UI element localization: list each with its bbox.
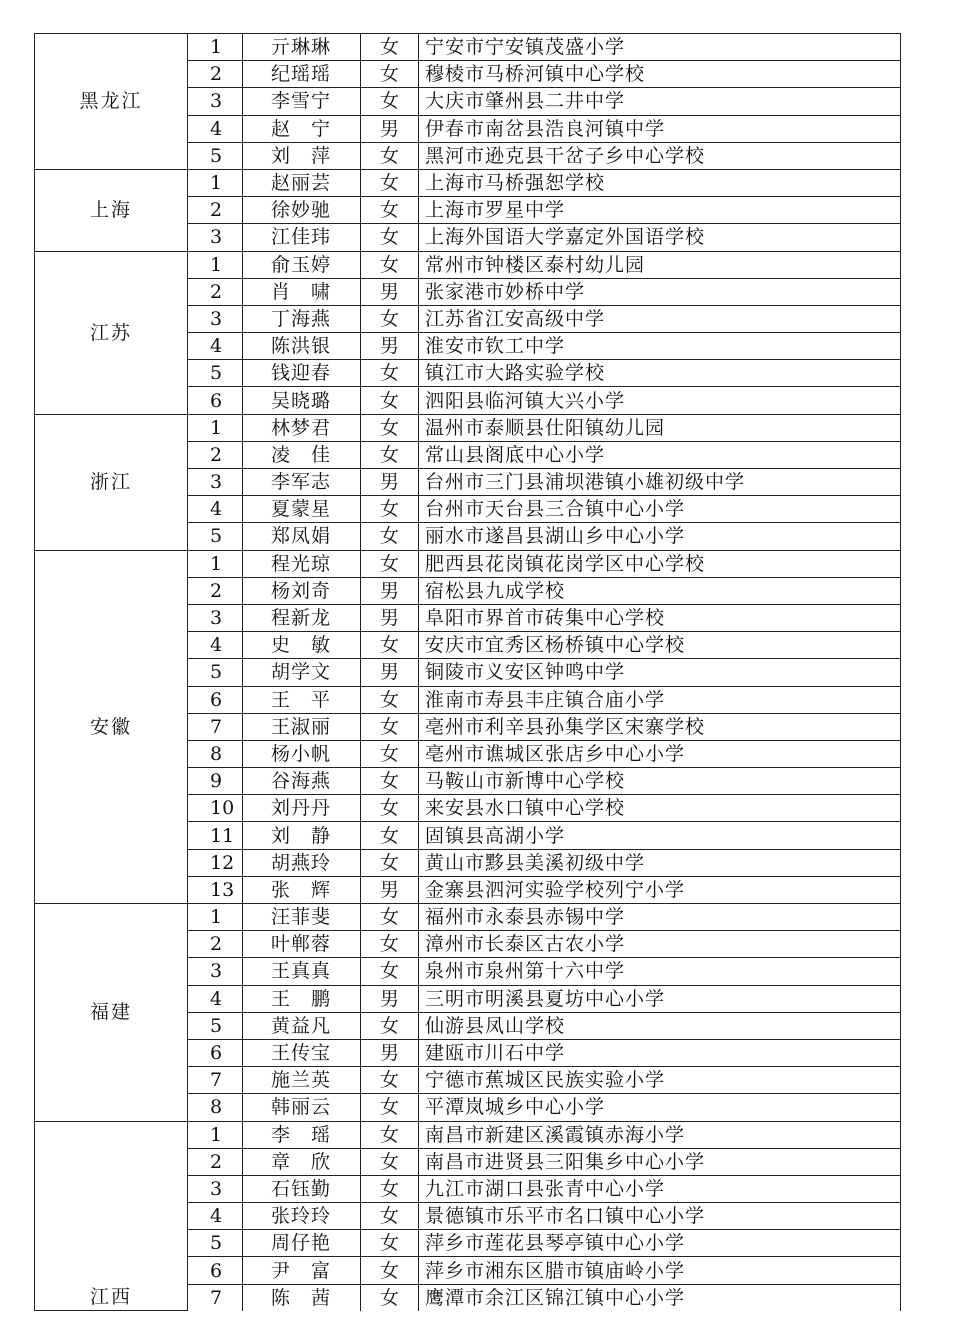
gender-cell: 男 — [361, 876, 419, 903]
gender-cell: 女 — [361, 795, 419, 822]
province-cell: 安徽 — [35, 550, 188, 903]
row-number-cell: 2 — [188, 278, 243, 305]
gender-cell: 男 — [361, 659, 419, 686]
row-number-cell: 5 — [188, 659, 243, 686]
name-cell: 叶郸蓉 — [243, 931, 361, 958]
school-cell: 福州市永泰县赤锡中学 — [419, 904, 901, 931]
name-cell: 江佳玮 — [243, 224, 361, 251]
name-cell: 陈洪银 — [243, 333, 361, 360]
row-number-cell: 1 — [188, 251, 243, 278]
row-number-cell: 1 — [188, 1121, 243, 1148]
row-number-cell: 1 — [188, 34, 243, 61]
row-number-cell: 8 — [188, 740, 243, 767]
gender-cell: 男 — [361, 115, 419, 142]
school-cell: 金寨县泗河实验学校列宁小学 — [419, 876, 901, 903]
row-number-cell: 1 — [188, 904, 243, 931]
row-number-cell: 4 — [188, 985, 243, 1012]
row-number-cell: 1 — [188, 169, 243, 196]
gender-cell: 女 — [361, 142, 419, 169]
school-cell: 黑河市逊克县干岔子乡中心学校 — [419, 142, 901, 169]
gender-cell: 女 — [361, 686, 419, 713]
name-cell: 周仔艳 — [243, 1230, 361, 1257]
school-cell: 宁德市蕉城区民族实验小学 — [419, 1067, 901, 1094]
gender-cell: 女 — [361, 822, 419, 849]
school-cell: 来安县水口镇中心学校 — [419, 795, 901, 822]
name-cell: 张 辉 — [243, 876, 361, 903]
gender-cell: 女 — [361, 1284, 419, 1311]
name-cell: 陈 茜 — [243, 1284, 361, 1311]
gender-cell: 女 — [361, 169, 419, 196]
gender-cell: 女 — [361, 713, 419, 740]
school-cell: 上海市罗星中学 — [419, 197, 901, 224]
name-cell: 丁海燕 — [243, 305, 361, 332]
name-cell: 杨刘奇 — [243, 577, 361, 604]
school-cell: 台州市天台县三合镇中心小学 — [419, 496, 901, 523]
gender-cell: 女 — [361, 904, 419, 931]
gender-cell: 女 — [361, 1257, 419, 1284]
row-number-cell: 4 — [188, 333, 243, 360]
school-cell: 萍乡市莲花县琴亭镇中心小学 — [419, 1230, 901, 1257]
gender-cell: 女 — [361, 1121, 419, 1148]
school-cell: 上海外国语大学嘉定外国语学校 — [419, 224, 901, 251]
school-cell: 三明市明溪县夏坊中心小学 — [419, 985, 901, 1012]
name-cell: 王传宝 — [243, 1039, 361, 1066]
gender-cell: 男 — [361, 985, 419, 1012]
name-cell: 王真真 — [243, 958, 361, 985]
gender-cell: 男 — [361, 469, 419, 496]
gender-cell: 女 — [361, 550, 419, 577]
row-number-cell: 3 — [188, 305, 243, 332]
row-number-cell: 3 — [188, 469, 243, 496]
row-number-cell: 5 — [188, 1230, 243, 1257]
school-cell: 鹰潭市余江区锦江镇中心小学 — [419, 1284, 901, 1311]
row-number-cell: 10 — [188, 795, 243, 822]
row-number-cell: 4 — [188, 632, 243, 659]
school-cell: 肥西县花岗镇花岗学区中心学校 — [419, 550, 901, 577]
school-cell: 仙游县凤山学校 — [419, 1012, 901, 1039]
school-cell: 平潭岚城乡中心小学 — [419, 1094, 901, 1121]
gender-cell: 女 — [361, 496, 419, 523]
school-cell: 伊春市南岔县浩良河镇中学 — [419, 115, 901, 142]
school-cell: 黄山市黟县美溪初级中学 — [419, 849, 901, 876]
school-cell: 上海市马桥强恕学校 — [419, 169, 901, 196]
name-cell: 赵丽芸 — [243, 169, 361, 196]
province-cell: 福建 — [35, 904, 188, 1122]
school-cell: 常州市钟楼区泰村幼儿园 — [419, 251, 901, 278]
row-number-cell: 7 — [188, 1284, 243, 1311]
name-cell: 史 敏 — [243, 632, 361, 659]
school-cell: 固镇县高湖小学 — [419, 822, 901, 849]
name-cell: 夏蒙星 — [243, 496, 361, 523]
table-row — [35, 550, 901, 577]
name-cell: 施兰英 — [243, 1067, 361, 1094]
row-number-cell: 4 — [188, 496, 243, 523]
gender-cell: 女 — [361, 632, 419, 659]
province-cell: 上海 — [35, 169, 188, 251]
row-number-cell: 2 — [188, 577, 243, 604]
school-cell: 南昌市新建区溪霞镇赤海小学 — [419, 1121, 901, 1148]
row-number-cell: 2 — [188, 441, 243, 468]
school-cell: 镇江市大路实验学校 — [419, 360, 901, 387]
name-cell: 赵 宁 — [243, 115, 361, 142]
name-cell: 王 平 — [243, 686, 361, 713]
table-row — [35, 34, 901, 61]
gender-cell: 女 — [361, 251, 419, 278]
name-cell: 郑凤娟 — [243, 523, 361, 550]
school-cell: 建瓯市川石中学 — [419, 1039, 901, 1066]
province-cell: 江西 — [35, 1121, 188, 1311]
gender-cell: 女 — [361, 931, 419, 958]
gender-cell: 女 — [361, 849, 419, 876]
gender-cell: 女 — [361, 61, 419, 88]
school-cell: 九江市湖口县张青中心小学 — [419, 1175, 901, 1202]
row-number-cell: 9 — [188, 768, 243, 795]
name-cell: 谷海燕 — [243, 768, 361, 795]
name-cell: 纪瑶瑶 — [243, 61, 361, 88]
row-number-cell: 5 — [188, 360, 243, 387]
school-cell: 泉州市泉州第十六中学 — [419, 958, 901, 985]
gender-cell: 女 — [361, 1012, 419, 1039]
school-cell: 淮安市钦工中学 — [419, 333, 901, 360]
name-cell: 李军志 — [243, 469, 361, 496]
row-number-cell: 7 — [188, 713, 243, 740]
table-row — [35, 1121, 901, 1148]
row-number-cell: 1 — [188, 550, 243, 577]
name-cell: 石钰勤 — [243, 1175, 361, 1202]
school-cell: 安庆市宜秀区杨桥镇中心学校 — [419, 632, 901, 659]
name-cell: 胡学文 — [243, 659, 361, 686]
row-number-cell: 11 — [188, 822, 243, 849]
school-cell: 丽水市遂昌县湖山乡中心小学 — [419, 523, 901, 550]
province-cell: 浙江 — [35, 414, 188, 550]
school-cell: 南昌市进贤县三阳集乡中心小学 — [419, 1148, 901, 1175]
school-cell: 张家港市妙桥中学 — [419, 278, 901, 305]
school-cell: 宿松县九成学校 — [419, 577, 901, 604]
table-row — [35, 414, 901, 441]
gender-cell: 女 — [361, 224, 419, 251]
name-cell: 胡燕玲 — [243, 849, 361, 876]
gender-cell: 女 — [361, 740, 419, 767]
school-cell: 马鞍山市新博中心学校 — [419, 768, 901, 795]
gender-cell: 女 — [361, 414, 419, 441]
name-cell: 程光琼 — [243, 550, 361, 577]
province-cell: 黑龙江 — [35, 34, 188, 170]
name-cell: 刘丹丹 — [243, 795, 361, 822]
gender-cell: 男 — [361, 278, 419, 305]
name-cell: 王 鹏 — [243, 985, 361, 1012]
gender-cell: 女 — [361, 387, 419, 414]
school-cell: 台州市三门县浦坝港镇小雄初级中学 — [419, 469, 901, 496]
gender-cell: 女 — [361, 34, 419, 61]
row-number-cell: 6 — [188, 1257, 243, 1284]
name-cell: 刘 静 — [243, 822, 361, 849]
gender-cell: 女 — [361, 360, 419, 387]
gender-cell: 女 — [361, 1067, 419, 1094]
name-cell: 程新龙 — [243, 604, 361, 631]
school-cell: 温州市泰顺县仕阳镇幼儿园 — [419, 414, 901, 441]
row-number-cell: 6 — [188, 387, 243, 414]
name-cell: 汪菲斐 — [243, 904, 361, 931]
name-cell: 肖 啸 — [243, 278, 361, 305]
school-cell: 漳州市长泰区古农小学 — [419, 931, 901, 958]
row-number-cell: 5 — [188, 523, 243, 550]
school-cell: 淮南市寿县丰庄镇合庙小学 — [419, 686, 901, 713]
name-cell: 钱迎春 — [243, 360, 361, 387]
row-number-cell: 2 — [188, 1148, 243, 1175]
school-cell: 亳州市谯城区张店乡中心小学 — [419, 740, 901, 767]
name-cell: 凌 佳 — [243, 441, 361, 468]
school-cell: 宁安市宁安镇茂盛小学 — [419, 34, 901, 61]
gender-cell: 男 — [361, 1039, 419, 1066]
gender-cell: 女 — [361, 1203, 419, 1230]
gender-cell: 女 — [361, 1175, 419, 1202]
school-cell: 常山县阁底中心小学 — [419, 441, 901, 468]
row-number-cell: 3 — [188, 958, 243, 985]
name-cell: 张玲玲 — [243, 1203, 361, 1230]
name-cell: 亓琳琳 — [243, 34, 361, 61]
gender-cell: 女 — [361, 1230, 419, 1257]
table-row — [35, 904, 901, 931]
row-number-cell: 6 — [188, 686, 243, 713]
row-number-cell: 13 — [188, 876, 243, 903]
row-number-cell: 2 — [188, 197, 243, 224]
name-cell: 李雪宁 — [243, 88, 361, 115]
gender-cell: 女 — [361, 523, 419, 550]
row-number-cell: 2 — [188, 931, 243, 958]
name-cell: 王淑丽 — [243, 713, 361, 740]
name-cell: 刘 萍 — [243, 142, 361, 169]
roster-table-body — [35, 34, 901, 1311]
name-cell: 黄益凡 — [243, 1012, 361, 1039]
row-number-cell: 4 — [188, 115, 243, 142]
gender-cell: 女 — [361, 441, 419, 468]
row-number-cell: 7 — [188, 1067, 243, 1094]
name-cell: 章 欣 — [243, 1148, 361, 1175]
school-cell: 铜陵市义安区钟鸣中学 — [419, 659, 901, 686]
table-row — [35, 169, 901, 196]
row-number-cell: 2 — [188, 61, 243, 88]
row-number-cell: 1 — [188, 414, 243, 441]
gender-cell: 男 — [361, 604, 419, 631]
row-number-cell: 6 — [188, 1039, 243, 1066]
school-cell: 景德镇市乐平市名口镇中心小学 — [419, 1203, 901, 1230]
gender-cell: 女 — [361, 305, 419, 332]
name-cell: 尹 富 — [243, 1257, 361, 1284]
name-cell: 李 瑶 — [243, 1121, 361, 1148]
row-number-cell: 5 — [188, 142, 243, 169]
row-number-cell: 3 — [188, 1175, 243, 1202]
row-number-cell: 3 — [188, 88, 243, 115]
roster-table — [34, 33, 901, 1311]
row-number-cell: 4 — [188, 1203, 243, 1230]
table-row — [35, 251, 901, 278]
name-cell: 俞玉婷 — [243, 251, 361, 278]
name-cell: 徐妙驰 — [243, 197, 361, 224]
gender-cell: 女 — [361, 1094, 419, 1121]
roster-document — [34, 33, 900, 1311]
gender-cell: 男 — [361, 333, 419, 360]
school-cell: 阜阳市界首市砖集中心学校 — [419, 604, 901, 631]
name-cell: 林梦君 — [243, 414, 361, 441]
gender-cell: 女 — [361, 88, 419, 115]
row-number-cell: 8 — [188, 1094, 243, 1121]
row-number-cell: 3 — [188, 224, 243, 251]
gender-cell: 男 — [361, 577, 419, 604]
row-number-cell: 12 — [188, 849, 243, 876]
row-number-cell: 3 — [188, 604, 243, 631]
province-cell: 江苏 — [35, 251, 188, 414]
gender-cell: 女 — [361, 197, 419, 224]
school-cell: 泗阳县临河镇大兴小学 — [419, 387, 901, 414]
gender-cell: 女 — [361, 958, 419, 985]
name-cell: 吴晓璐 — [243, 387, 361, 414]
gender-cell: 女 — [361, 1148, 419, 1175]
school-cell: 亳州市利辛县孙集学区宋寨学校 — [419, 713, 901, 740]
row-number-cell: 5 — [188, 1012, 243, 1039]
school-cell: 穆棱市马桥河镇中心学校 — [419, 61, 901, 88]
school-cell: 萍乡市湘东区腊市镇庙岭小学 — [419, 1257, 901, 1284]
name-cell: 韩丽云 — [243, 1094, 361, 1121]
name-cell: 杨小帆 — [243, 740, 361, 767]
school-cell: 江苏省江安高级中学 — [419, 305, 901, 332]
school-cell: 大庆市肇州县二井中学 — [419, 88, 901, 115]
gender-cell: 女 — [361, 768, 419, 795]
